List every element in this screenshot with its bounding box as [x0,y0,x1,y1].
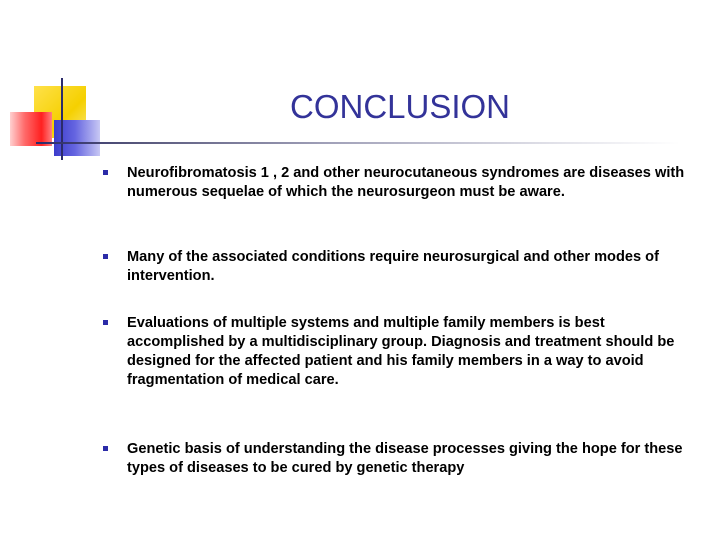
bullet-item [96,314,696,390]
slide-title: CONCLUSION [289,88,511,125]
bullet-text: Neurofibromatosis 1 , 2 and other neurocutaneous syndromes are diseases with numerous sequelae of which the neurosurgeon must be aware. [127,165,685,200]
square-bullet-icon [103,254,108,259]
title-underline [36,142,680,144]
bullet-item [96,164,696,202]
decor-red-square [10,112,52,146]
square-bullet-icon [103,170,108,175]
bullet-text: Genetic basis of understanding the disease processes giving the hope for these types of diseases to be cured by genetic therapy [127,441,683,476]
bullet-text: Evaluations of multiple systems and multiple family members is best accomplished by a multidisciplinary group. Diagnosis and treatment should be designed for the affected patient and his family members in a way to avoid fragmentation of medical care. [127,315,675,388]
square-bullet-icon [103,446,108,451]
square-bullet-icon [103,320,108,325]
decor-vertical-line [61,78,63,160]
bullet-item [96,440,696,478]
bullet-text: Many of the associated conditions require neurosurgical and other modes of intervention. [127,249,659,284]
bullet-item [96,248,696,286]
